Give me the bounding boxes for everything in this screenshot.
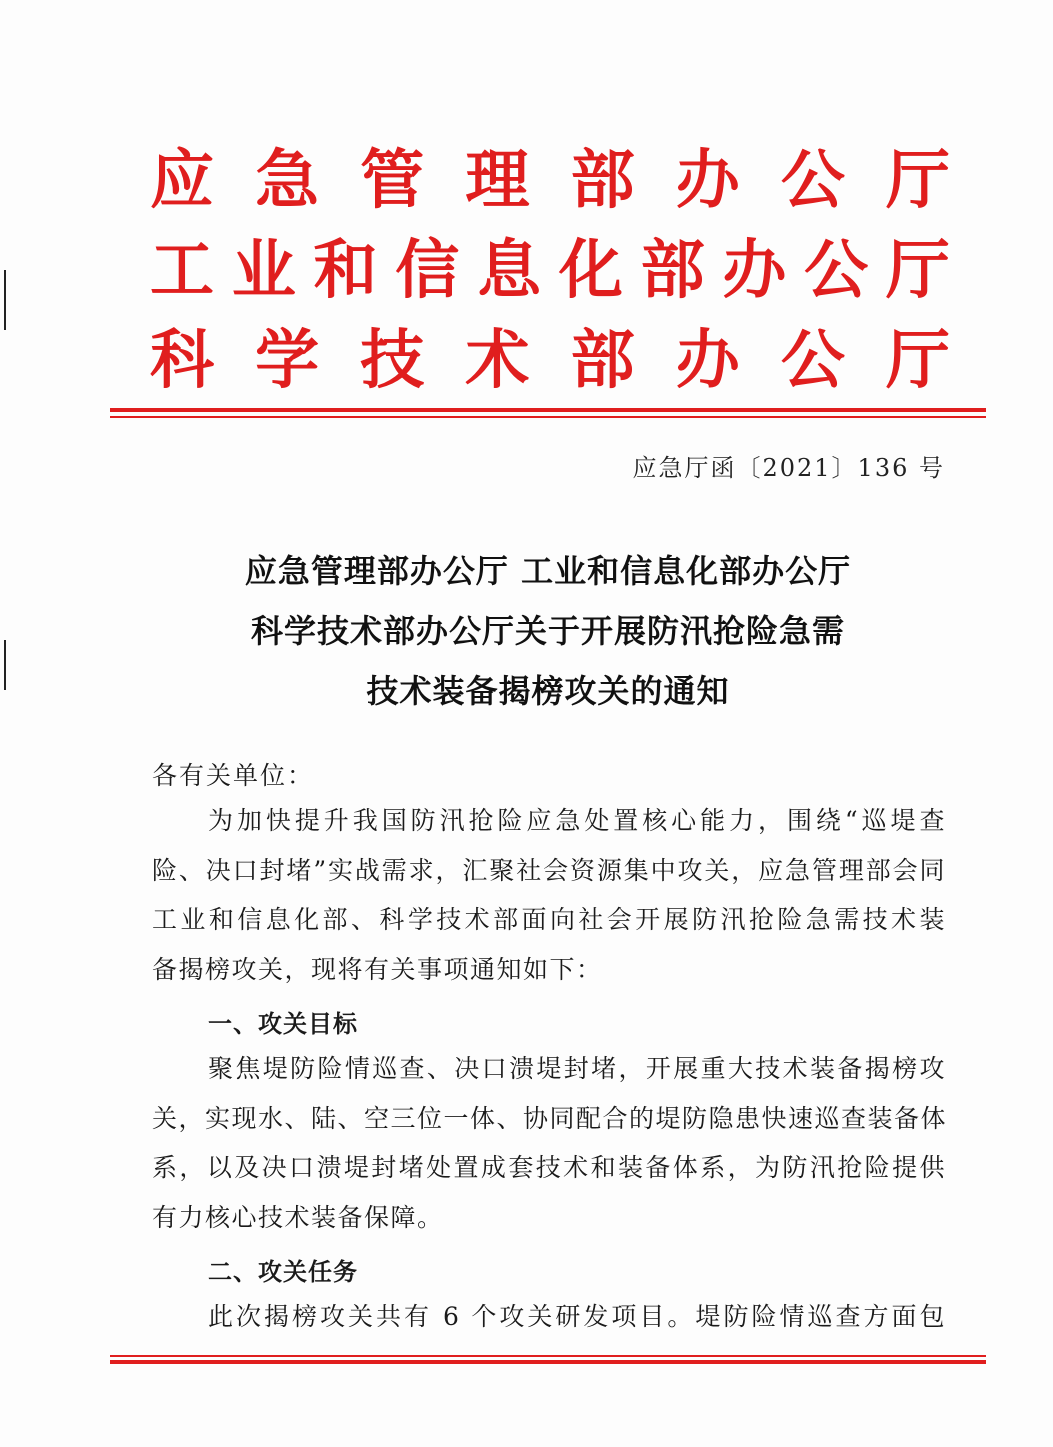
salutation: 各有关单位： [152, 761, 315, 790]
section1-paragraph [152, 1044, 946, 1242]
issuer-line-1: 应 急 管 理 部 办 公 厅 [150, 144, 950, 218]
paragraph-line: 险、决口封堵”实战需求，汇聚社会资源集中攻关，应急管理部会同 [152, 855, 946, 885]
title-line-3: 技术装备揭榜攻关的通知 [366, 672, 730, 710]
document-number: 应急厅函〔2021〕136 号 [632, 454, 945, 482]
header-red-rule [110, 408, 986, 412]
section-heading-1: 一、攻关目标 [208, 1010, 358, 1038]
paragraph-line: 为加快提升我国防汛抢险应急处置核心能力，围绕“巡堤查 [208, 806, 946, 835]
issuer-line-3: 科 学 技 术 部 办 公 厅 [150, 324, 950, 398]
paragraph-line: 备揭榜攻关，现将有关事项通知如下： [152, 954, 603, 984]
header-red-rule-thin [110, 416, 986, 418]
title-line-2: 科学技术部办公厅关于开展防汛抢险急需 [250, 612, 845, 650]
issuer-line-2: 工 业 和 信 息 化 部 办 公 厅 [150, 234, 950, 308]
paragraph-line: 聚焦堤防险情巡查、决口溃堤封堵，开展重大技术装备揭榜攻 [208, 1054, 946, 1083]
footer-red-rule-thin [110, 1355, 986, 1357]
section2-paragraph [152, 1292, 946, 1342]
footer-red-rule [110, 1360, 986, 1364]
scan-edge-mark [4, 270, 6, 330]
section-heading-2: 二、攻关任务 [208, 1258, 358, 1286]
title-line-1: 应急管理部办公厅 工业和信息化部办公厅 [244, 552, 852, 590]
paragraph-line: 关，实现水、陆、空三位一体、协同配合的堤防隐患快速巡查装备体 [152, 1103, 948, 1133]
paragraph-line: 工业和信息化部、科学技术部面向社会开展防汛抢险急需技术装 [152, 905, 946, 934]
paragraph-line: 系，以及决口溃堤封堵处置成套技术和装备体系，为防汛抢险提供 [152, 1153, 946, 1182]
paragraph-line: 此次揭榜攻关共有 6 个攻关研发项目。堤防险情巡查方面包 [208, 1302, 946, 1331]
scan-edge-mark [4, 640, 6, 690]
paragraph-line: 有力核心技术装备保障。 [152, 1202, 444, 1232]
intro-paragraph [152, 796, 946, 994]
